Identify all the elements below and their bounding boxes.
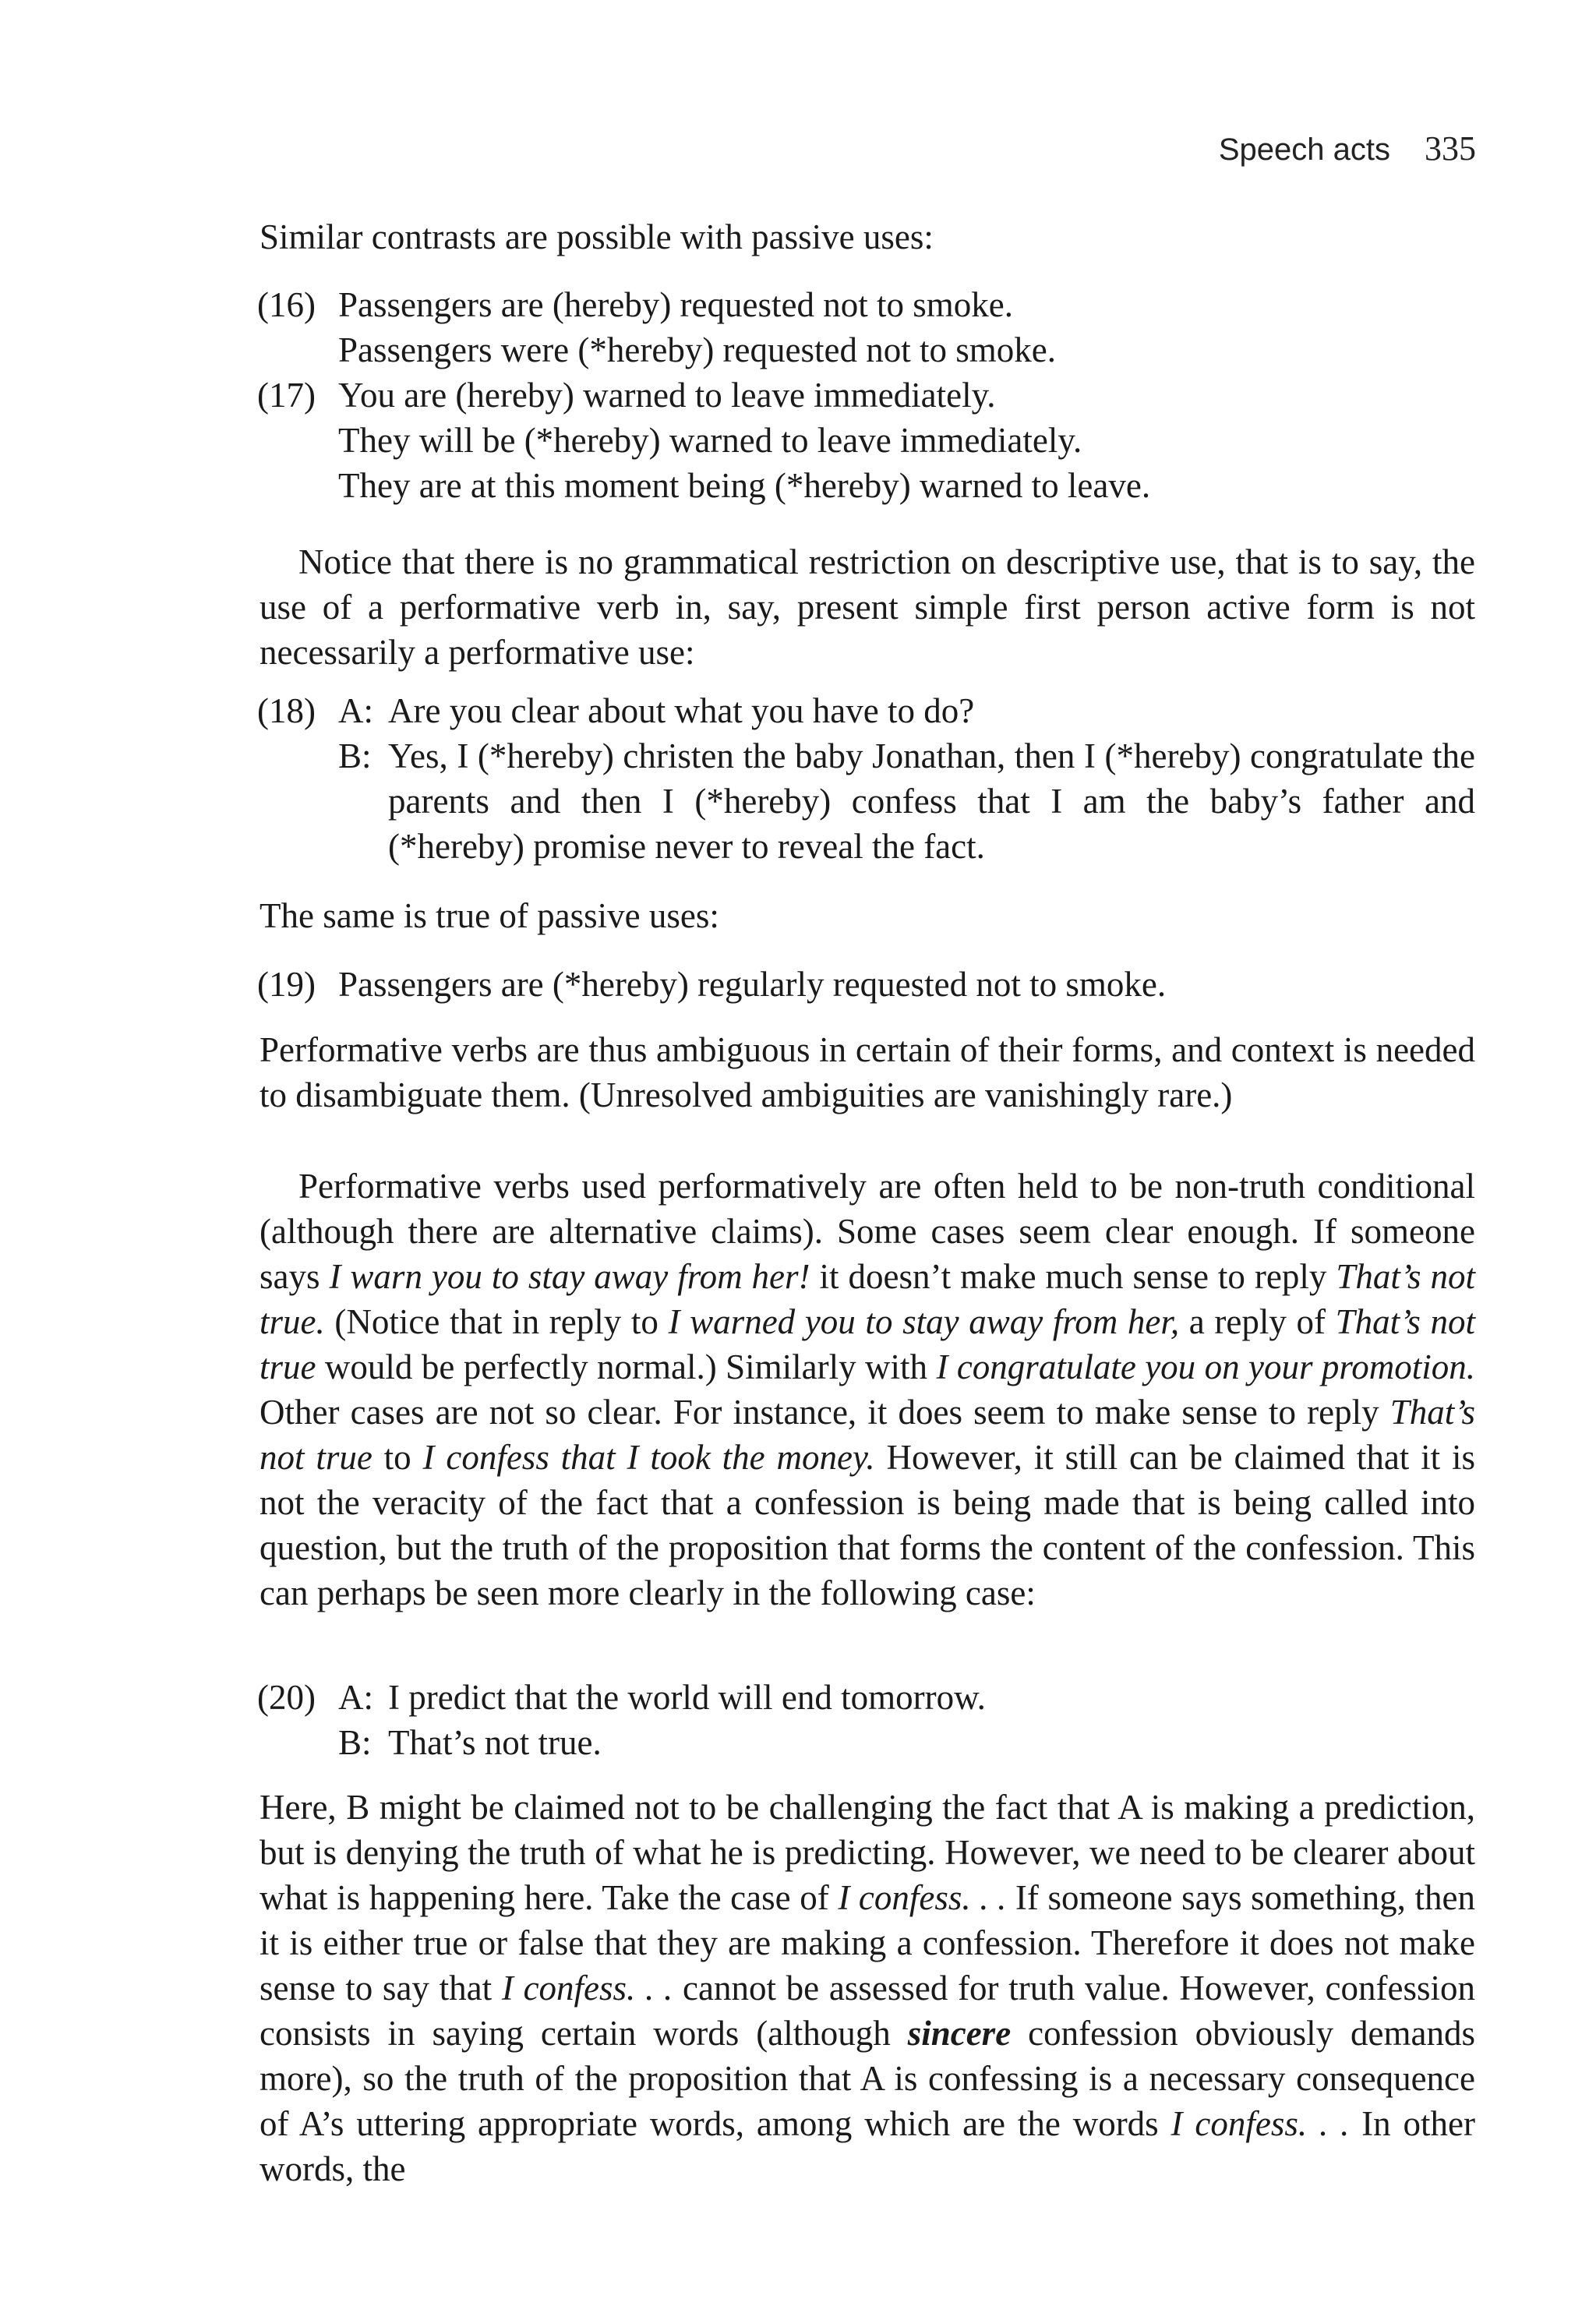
example-20-a-text: I predict that the world will end tomorrow. — [388, 1678, 986, 1717]
example-number-19: (19) — [257, 965, 316, 1004]
example-18-b-text: Yes, I (*hereby) christen the baby Jonathan, then I (*hereby) congratulate the parents and then I (*hereby) confess that I am the baby’s father and (*hereby) promise never to reveal the fact. — [388, 736, 1475, 866]
example-17-line-3: They are at this moment being (*hereby) warned to leave. — [338, 466, 1151, 505]
paragraph-passive-uses: The same is true of passive uses: — [260, 896, 719, 935]
example-17-line-2: They will be (*hereby) warned to leave immediately. — [338, 421, 1082, 460]
example-17-line-1: You are (hereby) warned to leave immediately. — [338, 376, 996, 415]
example-16-line-2: Passengers were (*hereby) requested not to smoke. — [338, 330, 1056, 369]
paragraph-confession: Here, B might be claimed not to be challenging the fact that A is making a prediction, but is denying the truth of what he is predicting. However, we need to be clearer about what is happening here. Take the case of I confess. . . If someone says something, then it is either true or false that they are making a confession. Therefore it does not make sense to say that I confess. . . cannot be assessed for truth value. However, confession consists in saying certain words (although sincere confession obviously demands more), so the truth of the proposition that A is confessing is a necessary consequence of A’s uttering appropriate words, among which are the words I confess. . . In other words, the — [260, 1788, 1476, 2188]
example-20-speaker-a: A: — [338, 1678, 373, 1717]
example-number-20: (20) — [257, 1678, 316, 1717]
example-20-b-text: That’s not true. — [388, 1723, 602, 1762]
page-number: 335 — [1425, 129, 1476, 168]
example-20-speaker-b: B: — [338, 1723, 372, 1762]
example-19-line: Passengers are (*hereby) regularly requested not to smoke. — [338, 965, 1167, 1004]
example-18-a-text: Are you clear about what you have to do? — [388, 691, 975, 730]
paragraph-truth-conditions: Performative verbs used performatively are often held to be non-truth conditional (although there are alternative claims). Some cases seem clear enough. If someone says I warn you to stay away from her! it doesn’t make much sense to reply That’s not true. (Notice that in reply to I warned you to stay away from her, a reply of That’s not true would be perfectly normal.) Similarly with I congratulate you on your promotion. Other cases are not so clear. For instance, it does seem to make sense to reply That’s not true to I confess that I took the money. However, it still can be claimed that it is not the veracity of the fact that a confession is being made that is being called into question, but the truth of the proposition that forms the content of the confession. This can perhaps be seen more clearly in the following case: — [260, 1167, 1476, 1612]
example-16-line-1: Passengers are (hereby) requested not to smoke. — [338, 285, 1013, 324]
running-head — [1219, 129, 1476, 168]
example-18-speaker-b: B: — [338, 736, 372, 775]
section-title: Speech acts — [1218, 132, 1390, 167]
paragraph-descriptive-use: Notice that there is no grammatical restriction on descriptive use, that is to say, the use of a performative verb in, say, present simple first person active form is not necessarily a performative use: — [260, 542, 1475, 672]
paragraph-ambiguity: Performative verbs are thus ambiguous in certain of their forms, and context is needed to disambiguate them. (Unresolved ambiguities are vanishingly rare.) — [260, 1030, 1475, 1114]
example-number-18: (18) — [257, 691, 316, 730]
example-18-speaker-a: A: — [338, 691, 373, 730]
example-number-16: (16) — [257, 285, 316, 324]
intro-sentence: Similar contrasts are possible with passive uses: — [260, 217, 934, 256]
example-number-17: (17) — [257, 376, 316, 415]
